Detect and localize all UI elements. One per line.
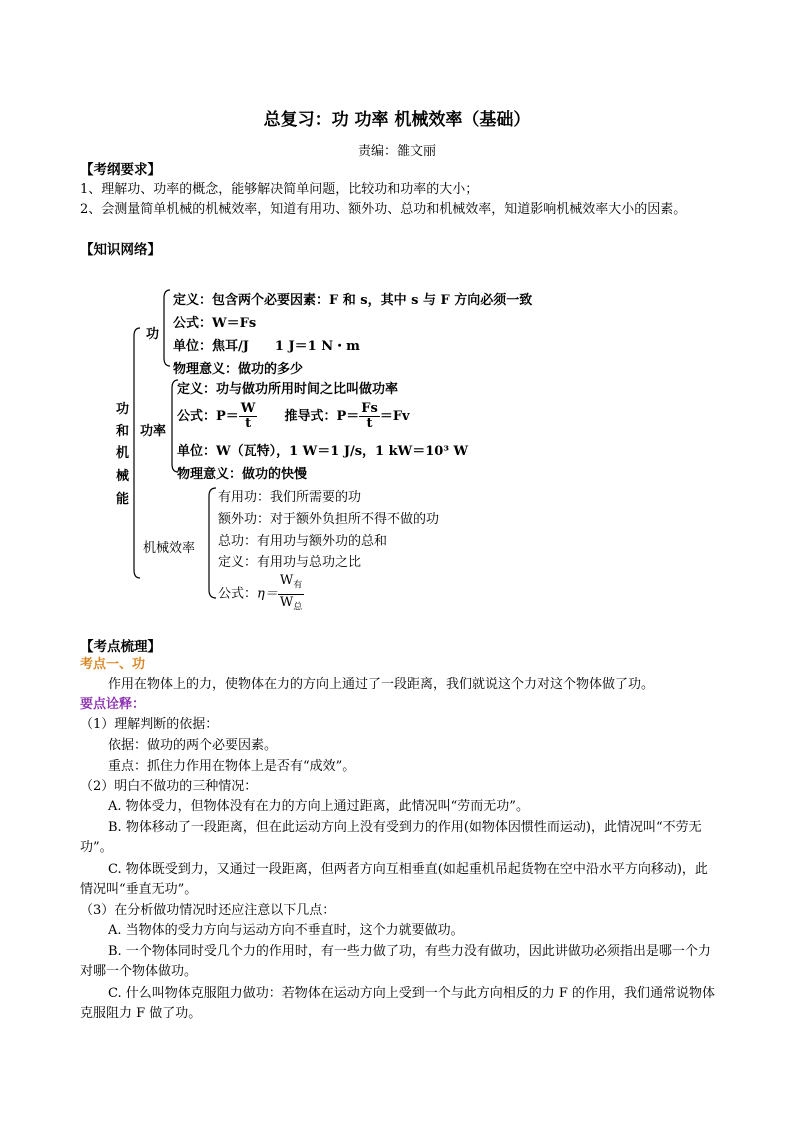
- efficiency-definition: 定义：有用功与总功之比: [218, 555, 362, 570]
- power-derived-prefix: P＝: [336, 409, 360, 424]
- efficiency-extra: 额外功：对于额外负担所不得不做的功: [218, 512, 440, 527]
- work-formula: 公式：W＝Fs: [173, 316, 257, 331]
- explain-p1: （1）理解判断的依据：: [80, 717, 219, 732]
- efficiency-fraction-num: [278, 573, 304, 595]
- explain-p1b: 重点：抓住力作用在物体上是否有“成效”。: [108, 759, 356, 774]
- root-char-2: 和: [116, 424, 130, 439]
- explain-p1a: 依据：做功的两个必要因素。: [108, 738, 278, 753]
- efficiency-formula-prefix: 公式：: [218, 586, 258, 602]
- efficiency-formula: [218, 573, 304, 615]
- power-derived-num: Fs: [361, 401, 378, 416]
- work-unit: 单位：焦耳/J 1 J＝1 N・m: [173, 339, 360, 354]
- explain-p2c: C. 物体既受到力，又通过一段距离，但两者方向互相垂直(如起重机吊起货物在空中沿水平方向移动)，此情况叫“垂直无功”。: [80, 862, 708, 897]
- efficiency-total: 总功：有用功与额外功的总和: [218, 534, 388, 549]
- main-brace: [134, 328, 140, 578]
- power-fraction-num: W: [240, 401, 256, 416]
- efficiency-label: 机械效率: [143, 541, 196, 556]
- outline-item-1: 1、理解功、功率的概念，能够解决简单问题，比较功和功率的大小；: [80, 182, 479, 197]
- explain-p3c: C. 什么叫物体克服阻力做功：若物体在运动方向上受到一个与此方向相反的力 F 的作用，我们通常说物体克服阻力 F 做了功。: [80, 986, 716, 1021]
- power-fraction: [239, 402, 258, 431]
- efficiency-fraction-den: [278, 595, 304, 616]
- kaodian1-heading: 考点一、功: [80, 657, 146, 672]
- root-char-3: 机: [116, 446, 130, 461]
- work-definition: 定义：包含两个必要因素：F 和 s，其中 s 与 F 方向必须一致: [173, 293, 533, 308]
- power-meaning: 物理意义：做功的快慢: [177, 467, 308, 482]
- explain-p2a: A. 物体受力，但物体没有在力的方向上通过距离，此情况叫“劳而无功”。: [108, 799, 529, 814]
- power-derived-label: 推导式：: [284, 409, 337, 424]
- section-network-heading: 【知识网络】: [80, 242, 161, 258]
- section-outline-heading: 【考纲要求】: [80, 162, 161, 178]
- explain-p3: （3）在分析做功情况时还应注意以下几点：: [80, 903, 336, 918]
- section-points-heading: 【考点梳理】: [80, 639, 161, 655]
- editor-line: 责编：雒文丽: [357, 144, 436, 159]
- efficiency-den-w: W: [279, 594, 294, 610]
- power-derived-suffix: ＝Fv: [379, 409, 410, 424]
- work-label: 功: [146, 327, 160, 342]
- power-formula-prefix: 公式：P＝: [177, 409, 239, 424]
- power-definition: 定义：功与做功所用时间之比叫做功率: [177, 382, 399, 397]
- root-char-5: 能: [116, 492, 130, 507]
- explain-p2: （2）明白不做功的三种情况：: [80, 779, 258, 794]
- root-char-1: 功: [116, 402, 130, 417]
- efficiency-brace: [209, 488, 216, 598]
- page-title: 总复习：功 功率 机械效率（基础）: [263, 110, 531, 130]
- power-label: 功率: [140, 424, 167, 439]
- explain-heading: 要点诠释：: [80, 697, 146, 712]
- efficiency-fraction: [278, 573, 304, 615]
- efficiency-useful: 有用功：我们所需要的功: [218, 490, 362, 505]
- explain-p2b: B. 物体移动了一段距离，但在此运动方向上没有受到力的作用(如物体因惯性而运动)，此情况叫“不劳无功”。: [80, 820, 702, 855]
- power-derived-fraction: [359, 402, 380, 431]
- power-derived-den: t: [366, 416, 373, 431]
- kaodian1-text: 作用在物体上的力，使物体在力的方向上通过了一段距离，我们就说这个力对这个物体做了功。: [108, 677, 655, 692]
- power-formula: [177, 402, 410, 431]
- power-fraction-den: t: [245, 416, 252, 431]
- explain-p3a: A. 当物体的受力方向与运动方向不垂直时，这个力就要做功。: [108, 923, 464, 938]
- explain-p3b: B. 一个物体同时受几个力的作用时，有一些力做了功，有些力没有做功，因此讲做功必须指出是哪一个力对哪一个物体做功。: [80, 944, 711, 979]
- root-char-4: 械: [116, 469, 130, 484]
- work-brace: [164, 290, 170, 366]
- efficiency-eta: η＝: [257, 586, 278, 602]
- power-unit: 单位：W（瓦特），1 W＝1 J/s，1 kW＝10³ W: [177, 444, 469, 459]
- work-meaning: 物理意义：做功的多少: [173, 362, 304, 377]
- outline-item-2: 2、会测量简单机械的机械效率，知道有用功、额外功、总功和机械效率，知道影响机械效率大小的因素。: [80, 202, 687, 217]
- efficiency-num-w: W: [279, 573, 294, 588]
- efficiency-num-sub: 有: [293, 580, 303, 591]
- efficiency-den-sub: 总: [293, 602, 303, 613]
